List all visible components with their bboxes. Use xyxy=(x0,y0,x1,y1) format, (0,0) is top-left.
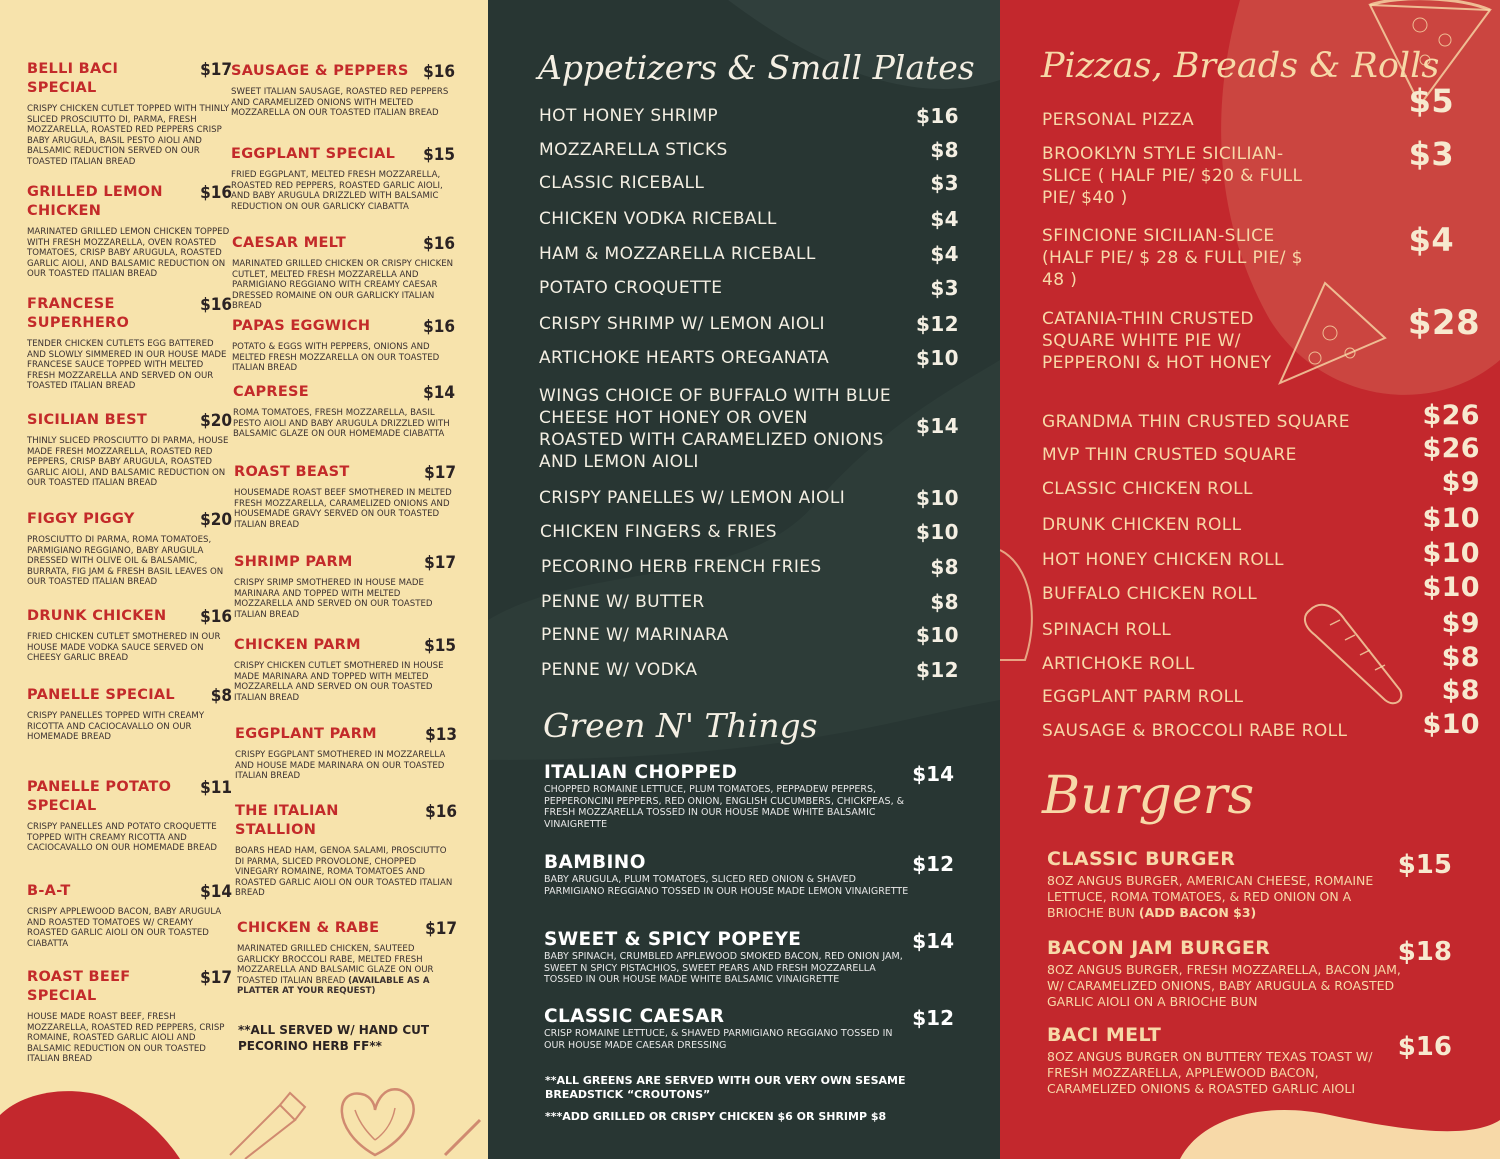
item-name: EGGPLANT SPECIAL xyxy=(231,146,396,162)
menu-item xyxy=(235,802,457,899)
menu-item xyxy=(1042,608,1480,641)
item-price: $4 xyxy=(1408,221,1454,259)
appetizers-panel xyxy=(488,0,1000,1159)
item-name: BROOKLYN STYLE SICILIAN-SLICE ( HALF PIE/ $20 & FULL PIE/ $40 ) xyxy=(1042,144,1303,208)
item-price: $15 xyxy=(424,636,456,656)
item-name: CLASSIC RICEBALL xyxy=(539,173,705,193)
item-price: $10 xyxy=(916,520,959,544)
menu-item xyxy=(1042,303,1480,374)
item-description: CRISPY PANELLES AND POTATO CROQUETTE TOPPED WITH CREAMY RICOTTA AND CACIOCAVALLO ON OUR HOMEMADE BREAD xyxy=(27,822,217,853)
item-description: CHOPPED ROMAINE LETTUCE, PLUM TOMATOES, PEPPADEW PEPPERS, PEPPERONCINI PEPPERS, RED ONION, ENGLISH CUCUMBERS, CHICKPEAS, & FRESH MOZZARELLA TOSSED IN OUR HOUSE MADE WHITE BALSAMIC VINAIGRETTE xyxy=(544,784,905,830)
item-name: CHICKEN VODKA RICEBALL xyxy=(539,209,777,229)
menu-item xyxy=(539,139,959,161)
menu-item xyxy=(539,313,959,335)
section-title-greens: Green N' Things xyxy=(543,706,818,745)
item-name: CAESAR MELT xyxy=(232,235,347,251)
item-description: 8OZ ANGUS BURGER ON BUTTERY TEXAS TOAST W/ FRESH MOZZARELLA, APPLEWOOD BACON, CARAMELIZED ONIONS & ROASTED GARLIC AIOLI xyxy=(1047,1049,1373,1096)
menu-item xyxy=(234,636,456,703)
menu-item xyxy=(1047,848,1452,921)
item-description-note: (AVAILABLE AS A PLATTER AT YOUR REQUEST) xyxy=(237,975,430,996)
menu-item xyxy=(544,852,954,897)
item-name: ROAST BEAST xyxy=(234,464,350,480)
item-name: EGGPLANT PARM xyxy=(235,726,377,742)
item-price: $4 xyxy=(930,207,959,231)
item-description: HOUSEMADE ROAST BEEF SMOTHERED IN MELTED FRESH MOZZARELLA, CARAMELIZED ONIONS AND HOUSEMADE GRAVY SERVED ON OUR TOASTED ITALIAN BREAD xyxy=(234,488,452,530)
item-name: SICILIAN BEST xyxy=(27,412,148,428)
item-price: $16 xyxy=(200,183,232,203)
menu-item xyxy=(544,929,954,986)
item-price: $16 xyxy=(1397,1032,1452,1062)
item-description: BABY ARUGULA, PLUM TOMATOES, SLICED RED ONION & SHAVED PARMIGIANO REGGIANO TOSSED IN OUR HOUSE MADE LEMON VINAIGRETTE xyxy=(544,874,909,897)
item-price: $14 xyxy=(200,882,232,902)
menu-item xyxy=(544,762,954,830)
item-price: $12 xyxy=(916,658,959,682)
menu-item xyxy=(1042,503,1480,536)
item-price: $10 xyxy=(916,623,959,647)
item-price: $14 xyxy=(916,414,959,438)
item-description-note: (ADD BACON $3) xyxy=(1138,905,1257,920)
item-name: SAUSAGE & PEPPERS xyxy=(231,63,409,79)
menu-item xyxy=(27,411,232,489)
item-name: PERSONAL PIZZA xyxy=(1042,110,1194,130)
item-name: PENNE W/ MARINARA xyxy=(541,625,729,645)
menu-item xyxy=(539,277,959,299)
menu-item xyxy=(541,556,959,578)
item-price: $15 xyxy=(1397,850,1452,880)
item-price: $16 xyxy=(425,802,457,822)
fries-footnote: **ALL SERVED W/ HAND CUT PECORINO HERB FF** xyxy=(238,1023,430,1053)
item-name: EGGPLANT PARM ROLL xyxy=(1042,687,1244,707)
menu-item xyxy=(1042,400,1480,433)
item-price: $12 xyxy=(912,852,954,876)
item-name: CLASSIC CAESAR xyxy=(544,1006,725,1027)
menu-item xyxy=(234,553,456,620)
menu-item xyxy=(1042,433,1480,466)
item-name: SFINCIONE SICILIAN-SLICE (HALF PIE/ $ 28 & FULL PIE/ $ 48 ) xyxy=(1042,226,1303,290)
item-price: $17 xyxy=(425,919,457,939)
item-description: ROMA TOMATOES, FRESH MOZZARELLA, BASIL PESTO AIOLI AND BABY ARUGULA DRIZZLED WITH BALSAMIC GLAZE ON OUR HOMEMADE CIABATTA xyxy=(233,408,450,439)
item-name: CHICKEN & RABE xyxy=(237,920,380,936)
item-description: BABY SPINACH, CRUMBLED APPLEWOOD SMOKED BACON, RED ONION JAM, SWEET N SPICY PISTACHIOS, SWEET PEARS AND FRESH MOZZARELLA TOSSED IN OUR HOUSE MADE WHITE BALSAMIC VINAIGRETTE xyxy=(544,951,903,985)
item-price: $8 xyxy=(930,590,959,614)
item-price: $17 xyxy=(200,60,232,80)
item-description: MARINATED GRILLED LEMON CHICKEN TOPPED WITH FRESH MOZZARELLA, OVEN ROASTED TOMATOES, CRISP BABY ARUGULA, ROASTED GARLIC AIOLI, AND BALSAMIC REDUCTION ON OUR TOASTED ITALIAN BREAD xyxy=(27,227,230,279)
item-price: $14 xyxy=(423,383,455,403)
section-title-burgers: Burgers xyxy=(1042,766,1255,826)
add-protein-note: ***ADD GRILLED OR CRISPY CHICKEN $6 OR SHRIMP $8 xyxy=(545,1110,887,1123)
item-price: $3 xyxy=(930,171,959,195)
menu-item xyxy=(1042,675,1480,708)
item-price: $16 xyxy=(200,607,232,627)
menu-item xyxy=(232,234,455,312)
menu-item xyxy=(1042,709,1480,742)
item-name: SAUSAGE & BROCCOLI RABE ROLL xyxy=(1042,721,1348,741)
menu-item xyxy=(1047,937,1452,1010)
menu-item xyxy=(539,243,959,265)
item-price: $8 xyxy=(930,138,959,162)
item-description xyxy=(1047,873,1409,921)
item-description: FRIED CHICKEN CUTLET SMOTHERED IN OUR HOUSE MADE VODKA SAUCE SERVED ON CHEESY GARLIC BREAD xyxy=(27,632,221,663)
item-name: BUFFALO CHICKEN ROLL xyxy=(1042,584,1258,604)
item-name: GRILLED LEMON CHICKEN xyxy=(27,184,163,219)
item-price: $17 xyxy=(424,463,456,483)
item-description-text: 8OZ ANGUS BURGER, AMERICAN CHEESE, ROMAINE LETTUCE, ROMA TOMATOES, & RED ONION ON A BRIOCHE BUN xyxy=(1047,873,1374,920)
item-description: TENDER CHICKEN CUTLETS EGG BATTERED AND SLOWLY SIMMERED IN OUR HOUSE MADE FRANCESE SAUCE TOPPED WITH MELTED FRESH MOZZARELLA AND SERVED ON OUR TOASTED ITALIAN BREAD xyxy=(27,339,227,391)
menu-item xyxy=(233,383,455,440)
item-name: DRUNK CHICKEN xyxy=(27,608,167,624)
item-name: BELLI BACI SPECIAL xyxy=(27,61,119,96)
item-name: BACON JAM BURGER xyxy=(1047,937,1271,959)
item-name: PENNE W/ BUTTER xyxy=(541,592,705,612)
item-name: ITALIAN CHOPPED xyxy=(544,762,738,783)
item-price: $16 xyxy=(423,234,455,254)
item-name: CHICKEN PARM xyxy=(234,637,361,653)
item-price: $14 xyxy=(912,762,954,786)
item-price: $10 xyxy=(1422,503,1480,534)
menu-item xyxy=(539,105,959,127)
menu-item xyxy=(1042,82,1454,131)
item-price: $16 xyxy=(423,62,455,82)
item-price: $10 xyxy=(916,346,959,370)
item-price: $9 xyxy=(1441,467,1480,498)
menu-item xyxy=(1042,221,1454,291)
item-description: CRISPY CHICKEN CUTLET SMOTHERED IN HOUSE MADE MARINARA AND TOPPED WITH MELTED MOZZARELLA AND SERVED ON OUR TOASTED ITALIAN BREAD xyxy=(234,661,444,703)
item-description: MARINATED GRILLED CHICKEN OR CRISPY CHICKEN CUTLET, MELTED FRESH MOZZARELLA AND PARMIGIANO REGGIANO WITH CREAMY CAESAR DRESSED ROMAINE ON OUR GARLICKY ITALIAN BREAD xyxy=(232,259,454,311)
item-description: 8OZ ANGUS BURGER, FRESH MOZZARELLA, BACON JAM, W/ CARAMELIZED ONIONS, BABY ARUGULA & ROASTED GARLIC AIOLI ON A BRIOCHE BUN xyxy=(1047,962,1401,1009)
item-price: $10 xyxy=(1422,538,1480,569)
item-price: $8 xyxy=(1441,675,1480,706)
menu-item xyxy=(541,591,959,613)
item-name: THE ITALIAN STALLION xyxy=(235,803,339,838)
item-name: SHRIMP PARM xyxy=(234,554,353,570)
menu-item xyxy=(1047,1024,1452,1097)
menu-item xyxy=(27,686,232,743)
section-title-appetizers: Appetizers & Small Plates xyxy=(538,48,975,87)
item-name: MVP THIN CRUSTED SQUARE xyxy=(1042,445,1297,465)
item-name: PECORINO HERB FRENCH FRIES xyxy=(541,557,822,577)
item-name: HAM & MOZZARELLA RICEBALL xyxy=(539,244,816,264)
item-price: $15 xyxy=(423,145,455,165)
item-price: $3 xyxy=(1408,135,1454,173)
pastry-icon xyxy=(320,1080,430,1159)
menu-item xyxy=(1042,572,1480,605)
item-name: CLASSIC BURGER xyxy=(1047,848,1236,870)
item-description: HOUSE MADE ROAST BEEF, FRESH MOZZARELLA, ROASTED RED PEPPERS, CRISP ROMAINE, ROASTED GARLIC AIOLI AND BALSAMIC REDUCTION ON OUR TOASTED ITALIAN BREAD xyxy=(27,1012,225,1064)
menu-item xyxy=(234,463,456,530)
item-price: $10 xyxy=(1422,572,1480,603)
item-price: $12 xyxy=(912,1006,954,1030)
item-price: $3 xyxy=(930,276,959,300)
item-price: $26 xyxy=(1422,400,1480,431)
item-name: BACI MELT xyxy=(1047,1024,1162,1046)
item-name: GRANDMA THIN CRUSTED SQUARE xyxy=(1042,412,1350,432)
item-name: CATANIA-THIN CRUSTED SQUARE WHITE PIE W/ PEPPERONI & HOT HONEY xyxy=(1042,309,1272,373)
item-description: THINLY SLICED PROSCIUTTO DI PARMA, HOUSE MADE FRESH MOZZARELLA, ROASTED RED PEPPERS, CRISP BABY ARUGULA, ROASTED GARLIC AIOLI, AND BALSAMIC REDUCTION ON OUR TOASTED ITALIAN BREAD xyxy=(27,436,229,488)
item-name: POTATO CROQUETTE xyxy=(539,278,723,298)
item-name: PENNE W/ VODKA xyxy=(541,660,698,680)
menu-item xyxy=(541,624,959,646)
menu-item xyxy=(27,968,232,1065)
menu-item xyxy=(541,659,959,681)
item-price: $26 xyxy=(1422,433,1480,464)
item-price: $16 xyxy=(200,295,232,315)
item-name: CHICKEN FINGERS & FRIES xyxy=(540,522,777,542)
item-price: $12 xyxy=(916,312,959,336)
menu-item xyxy=(27,882,232,949)
menu-item xyxy=(237,919,457,997)
pizzas-panel xyxy=(1000,0,1500,1159)
bread-loaf-icon xyxy=(1000,545,1040,665)
menu-item xyxy=(539,172,959,194)
item-price: $18 xyxy=(1397,937,1452,967)
item-name: WINGS CHOICE OF BUFFALO WITH BLUE CHEESE HOT HONEY OR OVEN ROASTED WITH CARAMELIZED ONIONS AND LEMON AIOLI xyxy=(539,386,891,472)
item-price: $28 xyxy=(1407,303,1480,343)
menu-item xyxy=(539,487,959,509)
item-name: CLASSIC CHICKEN ROLL xyxy=(1042,479,1253,499)
item-name: B-A-T xyxy=(27,883,71,899)
item-price: $5 xyxy=(1408,82,1454,120)
item-price: $16 xyxy=(423,317,455,337)
item-description xyxy=(237,944,457,997)
item-name: HOT HONEY SHRIMP xyxy=(539,106,719,126)
item-name: PANELLE POTATO SPECIAL xyxy=(27,779,172,814)
menu-item xyxy=(1042,538,1480,571)
item-price: $14 xyxy=(912,929,954,953)
menu-item xyxy=(539,385,959,473)
item-description: CRISPY CHICKEN CUTLET TOPPED WITH THINLY SLICED PROSCIUTTO DI, PARMA, FRESH MOZZARELLA, ROASTED RED PEPPERS CRISP BABY ARUGULA, BASIL PESTO AIOLI AND BALSAMIC REDUCTION SERVED ON OUR TOASTED ITALIAN BREAD xyxy=(27,104,230,167)
item-name: SPINACH ROLL xyxy=(1042,620,1172,640)
item-price: $16 xyxy=(916,104,959,128)
item-description-text: MARINATED GRILLED CHICKEN, SAUTEED GARLICKY BROCCOLI RABE, MELTED FRESH MOZZARELLA AND BALSAMIC GLAZE ON OUR TOASTED ITALIAN BREAD xyxy=(237,944,434,986)
item-description: CRISP ROMAINE LETTUCE, & SHAVED PARMIGIANO REGGIANO TOSSED IN OUR HOUSE MADE CAESAR DRESSING xyxy=(544,1028,893,1051)
item-price: $10 xyxy=(1422,709,1480,740)
menu-item xyxy=(1042,135,1454,209)
menu-item xyxy=(540,521,959,543)
item-name: CRISPY PANELLES W/ LEMON AIOLI xyxy=(539,488,846,508)
menu-item xyxy=(27,510,232,588)
pencil-icon xyxy=(220,1085,310,1159)
item-name: FIGGY PIGGY xyxy=(27,511,135,527)
item-name: SWEET & SPICY POPEYE xyxy=(544,929,802,950)
item-price: $13 xyxy=(425,725,457,745)
bread-icon xyxy=(440,1110,488,1159)
item-name: PAPAS EGGWICH xyxy=(232,318,371,334)
item-name: ROAST BEEF SPECIAL xyxy=(27,969,131,1004)
item-price: $20 xyxy=(200,411,232,431)
menu-item xyxy=(27,295,232,392)
item-name: HOT HONEY CHICKEN ROLL xyxy=(1042,550,1284,570)
menu-item xyxy=(235,725,457,782)
item-price: $17 xyxy=(200,968,232,988)
item-description: CRISPY SRIMP SMOTHERED IN HOUSE MADE MARINARA AND TOPPED WITH MELTED MOZZARELLA AND SERVED ON OUR TOASTED ITALIAN BREAD xyxy=(234,578,433,620)
item-description: PROSCIUTTO DI PARMA, ROMA TOMATOES, PARMIGIANO REGGIANO, BABY ARUGULA DRESSED WITH OLIVE OIL & BALSAMIC, BURRATA, FIG JAM & FRESH BASIL LEAVES ON OUR TOASTED ITALIAN BREAD xyxy=(27,535,224,587)
menu-item xyxy=(27,60,232,167)
item-price: $9 xyxy=(1441,608,1480,639)
item-name: FRANCESE SUPERHERO xyxy=(27,296,130,331)
item-name: CAPRESE xyxy=(233,384,310,400)
item-price: $17 xyxy=(424,553,456,573)
menu-item xyxy=(539,347,959,369)
item-price: $20 xyxy=(200,510,232,530)
item-name: PANELLE SPECIAL xyxy=(27,687,175,703)
item-description: BOARS HEAD HAM, GENOA SALAMI, PROSCIUTTO DI PARMA, SLICED PROVOLONE, CHOPPED VINEGARY ROMAINE, ROMA TOMATOES AND ROASTED GARLIC AIOLI ON OUR TOASTED ITALIAN BREAD xyxy=(235,846,453,898)
menu-item xyxy=(544,1006,954,1051)
item-description: CRISPY PANELLES TOPPED WITH CREAMY RICOTTA AND CACIOCAVALLO ON OUR HOMEMADE BREAD xyxy=(27,711,205,742)
sandwich-panel xyxy=(0,0,488,1159)
item-description: POTATO & EGGS WITH PEPPERS, ONIONS AND MELTED FRESH MOZZARELLA ON OUR TOASTED ITALIAN BREAD xyxy=(232,342,440,373)
menu-item xyxy=(232,317,455,374)
section-title-pizzas: Pizzas, Breads & Rolls xyxy=(1041,46,1440,86)
item-name: DRUNK CHICKEN ROLL xyxy=(1042,515,1242,535)
menu-item xyxy=(1042,467,1480,500)
item-description: SWEET ITALIAN SAUSAGE, ROASTED RED PEPPERS AND CARAMELIZED ONIONS WITH MELTED MOZZARELLA ON OUR TOASTED ITALIAN BREAD xyxy=(231,87,449,118)
item-description: CRISPY EGGPLANT SMOTHERED IN MOZZARELLA AND HOUSE MADE MARINARA ON OUR TOASTED ITALIAN BREAD xyxy=(235,750,446,781)
item-name: ARTICHOKE HEARTS OREGANATA xyxy=(539,348,830,368)
menu-item xyxy=(539,208,959,230)
item-description: CRISPY APPLEWOOD BACON, BABY ARUGULA AND ROASTED TOMATOES W/ CREAMY ROASTED GARLIC AIOLI ON OUR TOASTED CIABATTA xyxy=(27,907,222,949)
menu-item xyxy=(231,145,455,212)
item-price: $4 xyxy=(930,242,959,266)
menu-item xyxy=(231,62,455,119)
item-price: $8 xyxy=(930,555,959,579)
item-name: BAMBINO xyxy=(544,852,646,873)
item-price: $8 xyxy=(1441,642,1480,673)
menu-item xyxy=(27,607,232,664)
greens-note: **ALL GREENS ARE SERVED WITH OUR VERY OWN SESAME BREADSTICK “CROUTONS” xyxy=(545,1074,906,1101)
menu-item xyxy=(1042,642,1480,675)
item-name: MOZZARELLA STICKS xyxy=(539,140,728,160)
item-description: FRIED EGGPLANT, MELTED FRESH MOZZARELLA, ROASTED RED PEPPERS, ROASTED GARLIC AIOLI, AND BABY ARUGULA DRIZZLED WITH BALSAMIC REDUCTION ON OUR GARLICKY CIABATTA xyxy=(231,170,443,212)
menu-item xyxy=(27,778,232,854)
menu-item xyxy=(27,183,232,280)
item-name: ARTICHOKE ROLL xyxy=(1042,654,1195,674)
item-price: $11 xyxy=(200,778,232,798)
item-price: $10 xyxy=(916,486,959,510)
item-price: $8 xyxy=(210,686,232,706)
item-name: CRISPY SHRIMP W/ LEMON AIOLI xyxy=(539,314,825,334)
